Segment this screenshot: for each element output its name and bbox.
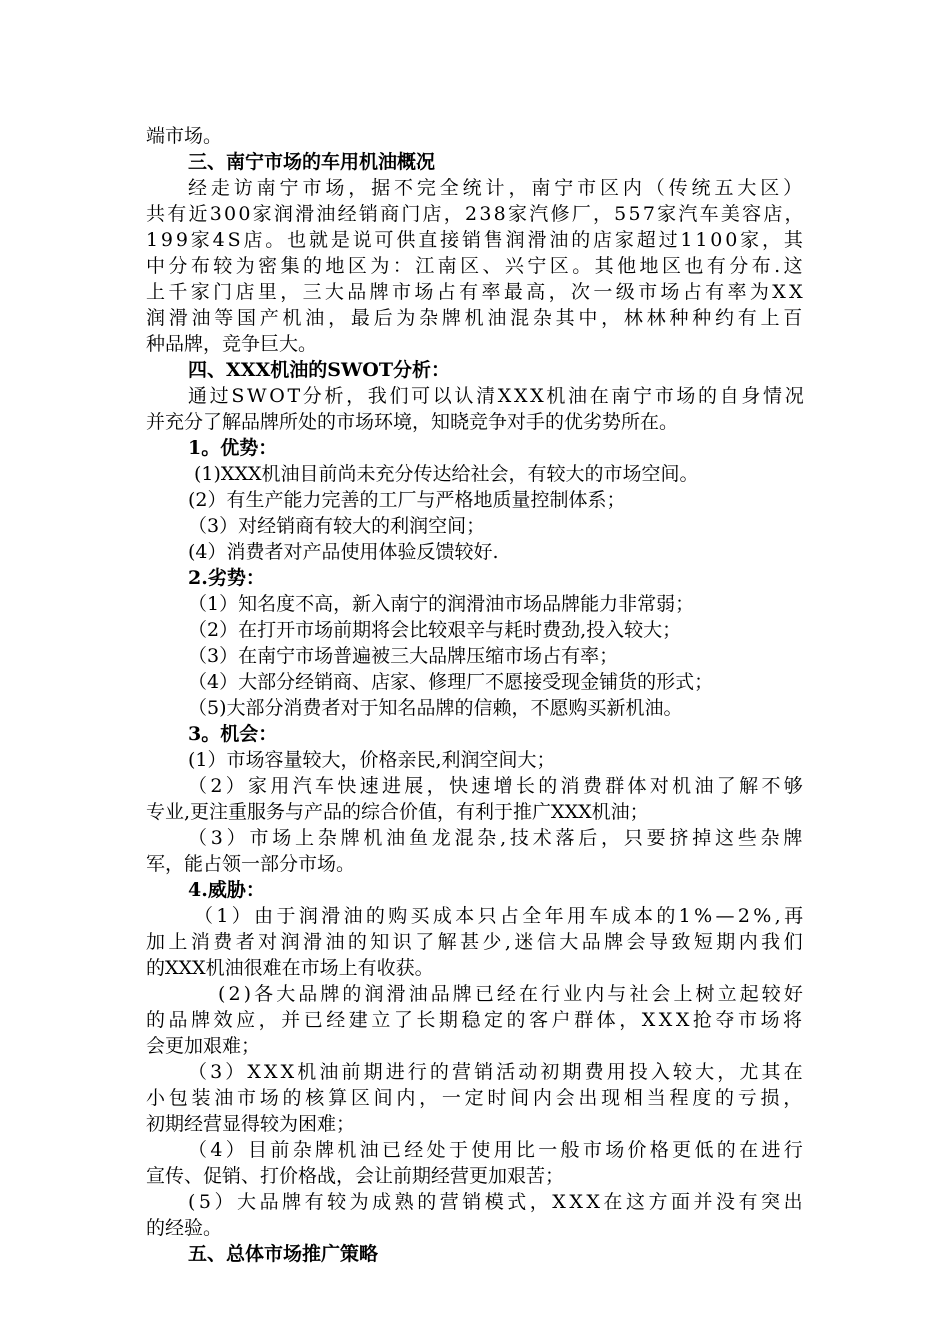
- text-line: 初期经营显得较为困难；: [146, 1113, 356, 1135]
- text-line: 种品牌，竞争巨大。: [146, 333, 318, 355]
- text-line: (2)各大品牌的润滑油品牌已经在行业内与社会上树立起较好: [218, 983, 806, 1005]
- text-line: （2）在打开市场前期将会比较艰辛与耗时费劲,投入较大；: [188, 619, 682, 641]
- text-line: 润滑油等国产机油，最后为杂牌机油混杂其中，林林种种约有上百: [146, 307, 807, 329]
- text-line: （4）目前杂牌机油已经处于使用比一般市场价格更低的在进行: [188, 1139, 807, 1161]
- text-line: 会更加艰难；: [146, 1035, 261, 1057]
- text-line: （1）由于润滑油的购买成本只占全年用车成本的1%—2%,再: [194, 905, 807, 927]
- section-heading: 4.威胁：: [188, 879, 265, 901]
- text-line: 的XXX机油很难在市场上有收获。: [146, 957, 434, 979]
- section-heading: 四、XXX机油的SWOT分析：: [188, 359, 450, 381]
- text-line: （3）XXX机油前期进行的营销活动初期费用投入较大，尤其在: [188, 1061, 806, 1083]
- text-line: (2）有生产能力完善的工厂与严格地质量控制体系；: [188, 489, 626, 511]
- text-line: （3）在南宁市场普遍被三大品牌压缩市场占有率；: [188, 645, 619, 667]
- text-line: （3）市场上杂牌机油鱼龙混杂,技术落后，只要挤掉这些杂牌: [188, 827, 807, 849]
- text-line: 端市场。: [146, 125, 223, 147]
- text-line: 并充分了解品牌所处的市场环境，知晓竞争对手的优劣势所在。: [146, 411, 679, 433]
- text-line: 上千家门店里，三大品牌市场占有率最高，次一级市场占有率为XX: [146, 281, 807, 303]
- text-line: (5）大品牌有较为成熟的营销模式，XXX在这方面并没有突出: [188, 1191, 807, 1213]
- text-line: （2）家用汽车快速进展，快速增长的消费群体对机油了解不够: [188, 775, 807, 797]
- text-line: 的经验。: [146, 1217, 223, 1239]
- section-heading: 2.劣势：: [188, 567, 265, 589]
- section-heading: 3。机会：: [188, 723, 278, 745]
- text-line: (1)XXX机油目前尚未充分传达给社会，有较大的市场空间。: [194, 463, 699, 485]
- text-line: 共有近300家润滑油经销商门店，238家汽修厂，557家汽车美容店，: [146, 203, 806, 225]
- text-line: 军，能占领一部分市场。: [146, 853, 356, 875]
- text-line: 宣传、促销、打价格战，会让前期经营更加艰苦；: [146, 1165, 565, 1187]
- text-line: 专业,更注重服务与产品的综合价值，有利于推广XXX机油；: [146, 801, 649, 823]
- text-line: 加上消费者对润滑油的知识了解甚少,迷信大品牌会导致短期内我们: [146, 931, 807, 953]
- text-line: 经走访南宁市场，据不完全统计，南宁市区内（传统五大区）: [188, 177, 807, 199]
- text-line: (4）消费者对产品使用体验反馈较好.: [188, 541, 499, 563]
- text-line: 的品牌效应，并已经建立了长期稳定的客户群体，XXX抢夺市场将: [146, 1009, 806, 1031]
- text-line: 中分布较为密集的地区为：江南区、兴宁区。其他地区也有分布.这: [146, 255, 807, 277]
- text-line: 199家4S店。也就是说可供直接销售润滑油的店家超过1100家，其: [146, 229, 806, 251]
- section-heading: 1。优势：: [188, 437, 278, 459]
- text-line: （5)大部分消费者对于知名品牌的信赖，不愿购买新机油。: [188, 697, 683, 719]
- text-line: (1）市场容量较大，价格亲民,利润空间大；: [188, 749, 556, 771]
- text-line: 通过SWOT分析，我们可以认清XXX机油在南宁市场的自身情况: [188, 385, 807, 407]
- section-heading: 五、总体市场推广策略: [188, 1243, 379, 1265]
- text-line: （1）知名度不高，新入南宁的润滑油市场品牌能力非常弱；: [188, 593, 695, 615]
- section-heading: 三、南宁市场的车用机油概况: [188, 151, 436, 173]
- text-line: 小包装油市场的核算区间内，一定时间内会出现相当程度的亏损，: [146, 1087, 807, 1109]
- text-line: （3）对经销商有较大的利润空间；: [188, 515, 486, 537]
- text-line: （4）大部分经销商、店家、修理厂不愿接受现金铺货的形式；: [188, 671, 714, 693]
